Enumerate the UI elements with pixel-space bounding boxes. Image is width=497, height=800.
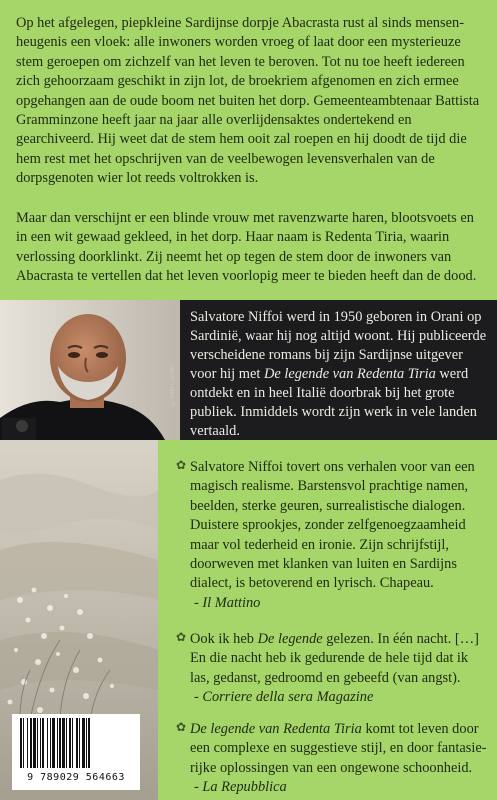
barcode-bar bbox=[66, 718, 67, 768]
author-bio-end: werd ontdekt en in heel Italië doorbrak bij het grote publiek. Inmiddels wordt zijn werk in vele landen vertaald. bbox=[190, 366, 477, 439]
barcode-bar bbox=[42, 718, 44, 768]
photo-credit: © Aldo Corsoni bbox=[170, 364, 176, 406]
blurb-section bbox=[0, 0, 497, 300]
author-bio-start: Salvatore Niffoi werd in 1950 geboren in Orani op Sardinië, waar hij nog altijd woont. Hij publiceerde verscheidene romans bij zijn Sardijnse uitgever voor hij met bbox=[190, 309, 487, 382]
author-band bbox=[0, 300, 497, 440]
author-bio bbox=[190, 308, 490, 441]
flower-bullet-icon: ✿ bbox=[176, 458, 187, 472]
blurb-paragraph-1: Op het afgelegen, piepkleine Sardijnse dorpje Abacrasta rust al sinds mensenheugenis een vloek: alle inwoners worden vroeg of laat door een mysterieuze stem geroepen om zichzelf van het leven te beroven. Tot nu toe heeft iedereen zich gehoorzaam geschikt in zijn lot, de broekriem afgenomen en zich ermee opgehangen aan de oude boom net buiten het dorp. Gemeenteambtenaar Battista Gramminzone heeft jaar na jaar alle overlijdensaktes ondertekend en gearchiveerd. Hij weet dat de stem hem ooit zal roepen en hij doodt de tijd die hem rest met het opschrijven van de veelbewogen levensverhalen van de dorpsgenoten wier lot reeds voltrokken is. bbox=[16, 15, 480, 187]
blurb-paragraph-2: Maar dan verschijnt er een blinde vrouw met ravenzwarte haren, blootsvoets en in een wit gewaad gekleed, in het dorp. Haar naam is Redenta Tiria, waarin verlossing doorklinkt. Zij neemt het op tegen de stem door de inwoners van Abacrasta te vertellen dat het leven voorlopig meer te bieden heeft dan de dood. bbox=[16, 210, 477, 285]
review-quote-text: Salvatore Niffoi tovert ons verhalen voor van een magisch realisme. Barstensvol prachtige namen, beelden, sterke geuren, surrealistische dialogen. Duistere sprookjes, zonder zelfgenoegzaamheid maar vol tederheid en ironie. Zijn schrijfstijl, doorweven met klanken van luiten en Sardijns dialect, is betoverend en lyrisch. Chapeau. bbox=[190, 459, 475, 592]
barcode-bar bbox=[27, 718, 28, 768]
barcode-bar bbox=[69, 718, 71, 768]
barcode-bar bbox=[40, 718, 41, 768]
review-quote-book-title: De legende van Redenta Tiria bbox=[190, 721, 362, 737]
barcode-bar bbox=[23, 718, 24, 768]
barcode-bar bbox=[76, 718, 78, 768]
review-quote-source: - La Repubblica bbox=[194, 779, 287, 796]
barcode-bar bbox=[37, 718, 38, 768]
review-quote-text bbox=[190, 630, 488, 688]
review-quote-text-start: Ook ik heb bbox=[190, 631, 258, 647]
barcode-bar bbox=[50, 718, 51, 768]
barcode-bar bbox=[62, 718, 65, 768]
review-quote-book-title: De legende bbox=[257, 631, 323, 647]
barcode-bar bbox=[82, 718, 85, 768]
author-photo bbox=[0, 300, 180, 440]
barcode-bar bbox=[33, 718, 36, 768]
barcode-bar bbox=[72, 718, 73, 768]
barcode-bar bbox=[88, 718, 90, 768]
barcode bbox=[12, 714, 140, 790]
barcode-number: 9 789029 564663 bbox=[27, 772, 125, 783]
barcode-bar bbox=[79, 718, 80, 768]
barcode-bar bbox=[20, 718, 22, 768]
author-portrait-image bbox=[0, 300, 180, 440]
barcode-bar bbox=[59, 718, 61, 768]
review-quote bbox=[176, 720, 488, 798]
barcode-bar bbox=[86, 718, 87, 768]
review-quote-text-end: gelezen. In één nacht. […] En die nacht heb ik gedurende de hele tijd dat ik las, gedanst, gedroomd en gebeefd (van angst). bbox=[190, 631, 479, 686]
barcode-bar bbox=[57, 718, 58, 768]
barcode-bars-image bbox=[12, 714, 140, 772]
review-quote-text bbox=[190, 720, 488, 778]
review-quote-source: - Il Mattino bbox=[194, 594, 261, 611]
review-quote-text-end: komt tot leven door een complexe en suggestieve stijl, en door fantasierijke oplossingen van een ongewone schoonheid. bbox=[190, 721, 487, 776]
barcode-bar bbox=[30, 718, 32, 768]
barcode-bar bbox=[47, 718, 48, 768]
flower-bullet-icon: ✿ bbox=[176, 720, 187, 734]
review-quote bbox=[176, 458, 488, 613]
barcode-bar bbox=[52, 718, 55, 768]
author-bio-book-title: De legende van Redenta Tiria bbox=[263, 366, 436, 382]
flower-bullet-icon: ✿ bbox=[176, 630, 187, 644]
review-quote-source: - Corriere della sera Magazine bbox=[194, 689, 374, 706]
review-quote bbox=[176, 630, 488, 708]
